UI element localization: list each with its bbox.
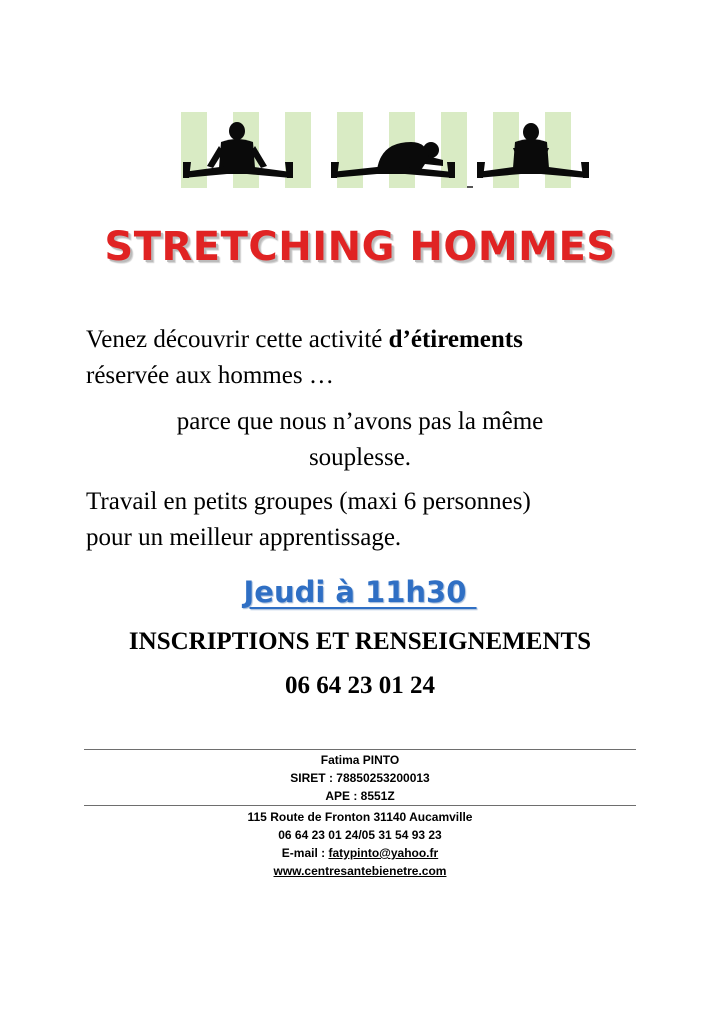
footer-top-divider <box>84 749 636 750</box>
footer-email-line <box>0 844 720 862</box>
stretching-silhouettes-illustration <box>181 112 599 192</box>
groups-line-2: pour un meilleur apprentissage. <box>86 524 402 551</box>
schedule-heading <box>0 575 720 609</box>
flyer-title: STRETCHING HOMMES <box>104 224 616 270</box>
reason-line-2: souplesse. <box>308 444 412 471</box>
schedule-text: Jeudi à 11h30 <box>243 575 477 609</box>
footer-siret: SIRET : 78850253200013 <box>290 771 430 785</box>
footer-email-link[interactable]: fatypinto@yahoo.fr <box>328 846 439 860</box>
reason-paragraph <box>86 404 634 476</box>
footer-ape: APE : 8551Z <box>325 789 395 803</box>
intro-bold-word: d’étirements <box>388 326 523 353</box>
footer-middle-divider <box>84 805 636 806</box>
groups-paragraph <box>86 484 646 556</box>
intro-paragraph <box>86 322 646 394</box>
footer-email-label: E-mail : <box>281 846 329 860</box>
footer-phones: 06 64 23 01 24/05 31 54 93 23 <box>278 828 442 842</box>
inscriptions-heading: INSCRIPTIONS ET RENSEIGNEMENTS <box>128 628 592 655</box>
intro-line-2: réservée aux hommes … <box>86 362 334 389</box>
footer-website-link[interactable]: www.centresantebienetre.com <box>273 864 447 878</box>
stretching-banner-image <box>181 112 599 192</box>
intro-text: Venez découvrir cette activité <box>86 326 389 353</box>
groups-line-1: Travail en petits groupes (maxi 6 personnes) <box>86 488 531 515</box>
footer-address: 115 Route de Fronton 31140 Aucamville <box>247 810 473 824</box>
reason-line-1: parce que nous n’avons pas la même <box>176 408 544 435</box>
footer-name: Fatima PINTO <box>320 753 400 767</box>
footer-identity-block <box>0 751 720 805</box>
footer-contact-block <box>0 808 720 880</box>
main-phone-number: 06 64 23 01 24 <box>285 672 435 699</box>
